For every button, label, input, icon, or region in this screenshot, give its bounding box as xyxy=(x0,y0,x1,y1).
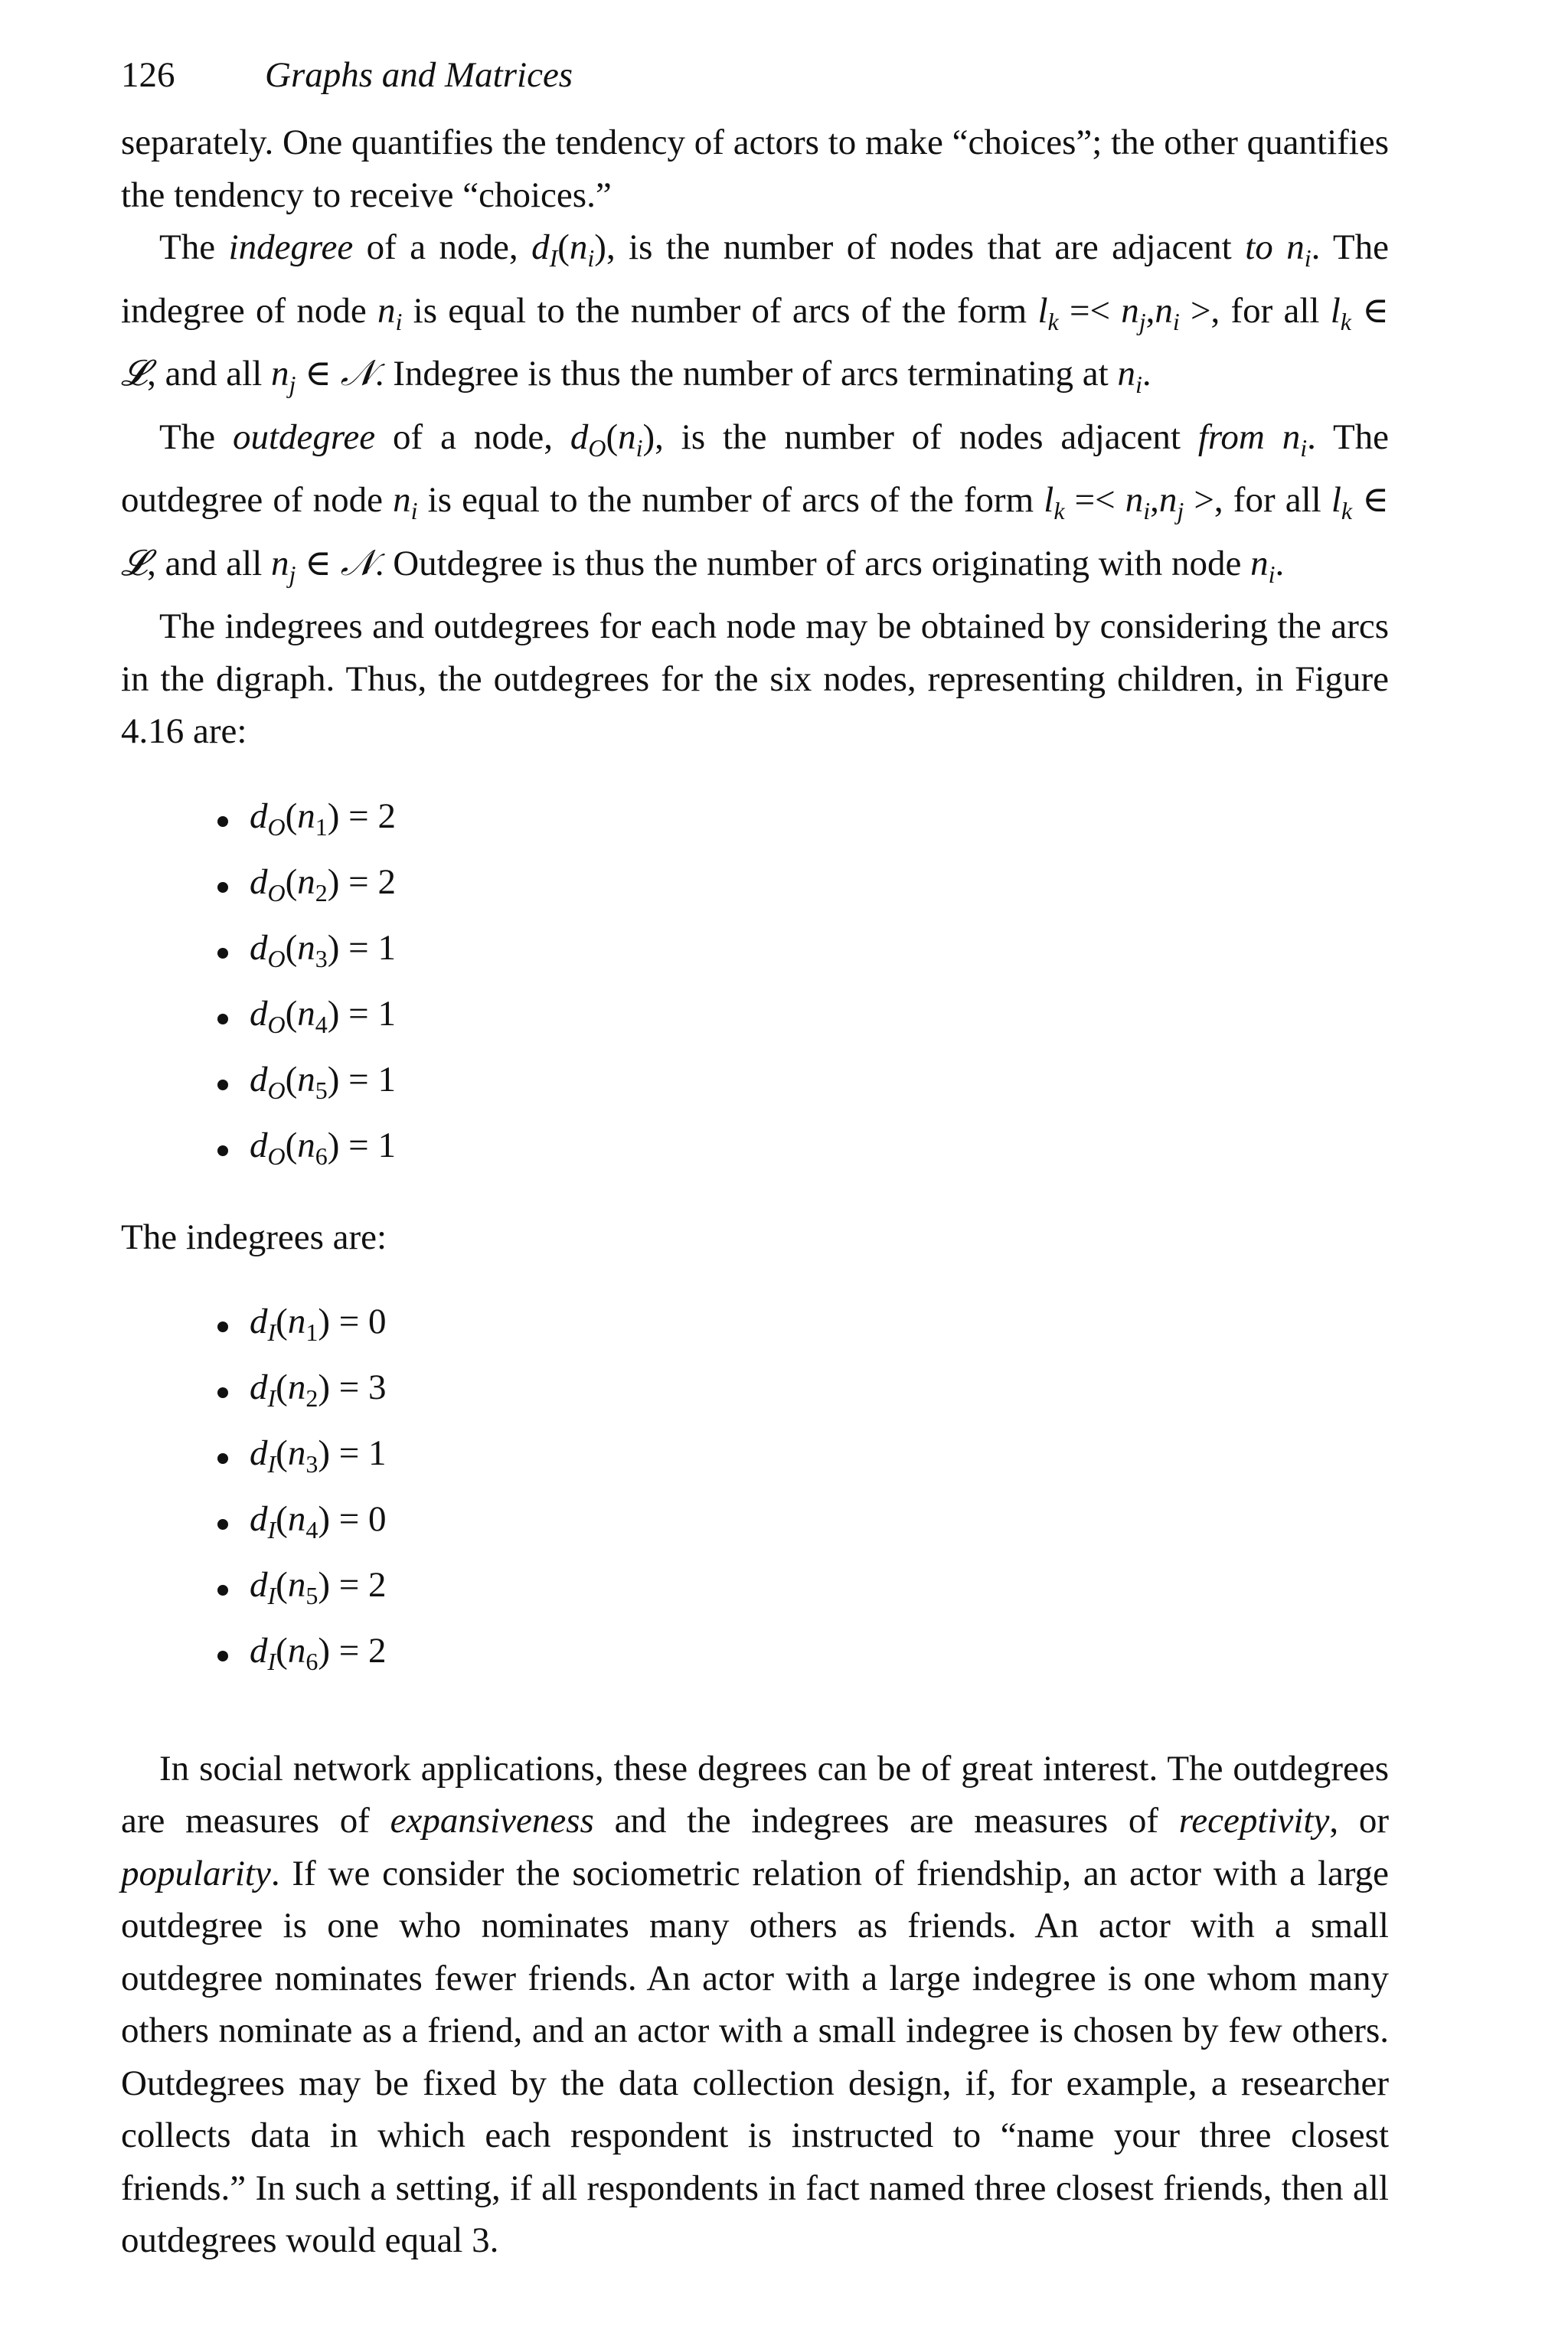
bullet-icon xyxy=(217,1453,228,1464)
list-item: $d_O(n_1) = 2$ xyxy=(217,789,1389,854)
indegree-value: 2 xyxy=(368,1564,387,1605)
running-title: Graphs and Matrices xyxy=(265,55,573,95)
term-popularity: popularity xyxy=(121,1853,271,1893)
word-from: from xyxy=(1197,417,1265,457)
term-indegree: indegree xyxy=(228,227,354,267)
running-header xyxy=(121,44,1389,106)
paragraph-outdegree-definition: The outdegree of a node, $d_O(n_i)$, is the number of nodes adjacent from $n_i$. The outdegree of node $n_i$ is equal to the number of arcs of the form $l_k =< n_i,n_j$ >, for all $l_k$ ∈ 𝓛, and all $n_j$ ∈ 𝒩. Outdegree is thus the number of arcs originating with node $n_i$. xyxy=(121,417,1390,588)
outdegree-value: 2 xyxy=(377,796,396,836)
list-item: $d_I(n_1) = 0$ xyxy=(217,1294,1389,1360)
outdegree-value: 1 xyxy=(377,1059,396,1099)
bullet-icon xyxy=(217,882,228,893)
outdegree-value: 1 xyxy=(377,1125,396,1165)
list-item: $d_I(n_3) = 1$ xyxy=(217,1426,1389,1491)
indegree-value: 0 xyxy=(368,1301,387,1341)
indegree-list xyxy=(217,1294,1389,1689)
bullet-icon xyxy=(217,1519,228,1530)
bullet-icon xyxy=(217,948,228,959)
indegree-value: 3 xyxy=(368,1367,387,1407)
indegree-value: 2 xyxy=(368,1630,387,1671)
math-outdegree-notation: $d_O(n_i)$ xyxy=(570,417,655,462)
word-to: to xyxy=(1245,227,1273,267)
term-receptivity: receptivity xyxy=(1178,1801,1330,1841)
list-item: $d_I(n_5) = 2$ xyxy=(217,1557,1389,1623)
page-number: 126 xyxy=(121,55,175,95)
list-item: $d_O(n_4) = 1$ xyxy=(217,986,1389,1052)
math-indegree-notation: $d_I(n_i)$ xyxy=(531,227,606,272)
indegree-value: 1 xyxy=(368,1433,387,1473)
paragraph-separately: separately. One quantifies the tendency of actors to make “choices”; the other quantifies the tendency to receive “choices.” xyxy=(121,123,1389,215)
bullet-icon xyxy=(217,1145,228,1156)
list-item: $d_I(n_6) = 2$ xyxy=(217,1623,1389,1689)
term-outdegree: outdegree xyxy=(232,417,376,457)
outdegree-value: 1 xyxy=(377,993,396,1034)
bullet-icon xyxy=(217,1387,228,1398)
list-item: $d_O(n_5) = 1$ xyxy=(217,1052,1389,1118)
term-expansiveness: expansiveness xyxy=(390,1801,594,1841)
script-L-symbol: 𝓛 xyxy=(121,352,148,394)
paragraph-social-network-applications: In social network applications, these degrees can be of great interest. The outdegrees are measures of expansiveness and the indegrees are measures of receptivity, or popularity. If we consider the sociometric relation of friendship, an actor with a large outdegree is one who nominates many others as friends. An actor with a small outdegree nominates fewer friends. An actor with a large indegree is one whom many others nominate as a friend, and an actor with a small indegree is chosen by few others. Outdegrees may be fixed by the data collection design, if, for example, a researcher collects data in which each respondent is instructed to “name your three closest friends.” In such a setting, if all respondents in fact named three closest friends, then all outdegrees would equal 3. xyxy=(121,1748,1389,2260)
paragraph-obtaining-degrees: The indegrees and outdegrees for each node may be obtained by considering the arcs in the digraph. Thus, the outdegrees for the six nodes, representing children, in Figure 4.16 are: xyxy=(121,606,1389,751)
list-item: $d_O(n_6) = 1$ xyxy=(217,1118,1389,1184)
bullet-icon xyxy=(217,1585,228,1596)
indegrees-label: The indegrees are: xyxy=(121,1217,387,1257)
paragraph-indegree-definition: The indegree of a node, $d_I(n_i)$, is the number of nodes that are adjacent to $n_i$. The indegree of node $n_i$ is equal to the number of arcs of the form $l_k =< n_j,n_i$ >, for all $l_k$ ∈ 𝓛, and all $n_j$ ∈ 𝒩. Indegree is thus the number of arcs terminating at $n_i$. xyxy=(121,227,1390,398)
book-page xyxy=(121,44,1389,2267)
list-item: $d_I(n_2) = 3$ xyxy=(217,1360,1389,1426)
bullet-icon xyxy=(217,1014,228,1024)
list-item: $d_O(n_3) = 1$ xyxy=(217,920,1389,986)
bullet-icon xyxy=(217,1322,228,1332)
bullet-icon xyxy=(217,1080,228,1090)
outdegree-value: 2 xyxy=(377,861,396,902)
script-N-symbol: 𝒩 xyxy=(340,352,375,394)
list-item: $d_I(n_4) = 0$ xyxy=(217,1491,1389,1557)
outdegree-list xyxy=(217,789,1389,1184)
bullet-icon xyxy=(217,1651,228,1661)
list-item: $d_O(n_2) = 2$ xyxy=(217,854,1389,920)
spacer xyxy=(121,1717,1389,1743)
outdegree-value: 1 xyxy=(377,927,396,968)
script-N-symbol: 𝒩 xyxy=(340,541,375,584)
bullet-icon xyxy=(217,816,228,827)
indegree-value: 0 xyxy=(368,1498,387,1539)
script-L-symbol: 𝓛 xyxy=(121,541,148,584)
